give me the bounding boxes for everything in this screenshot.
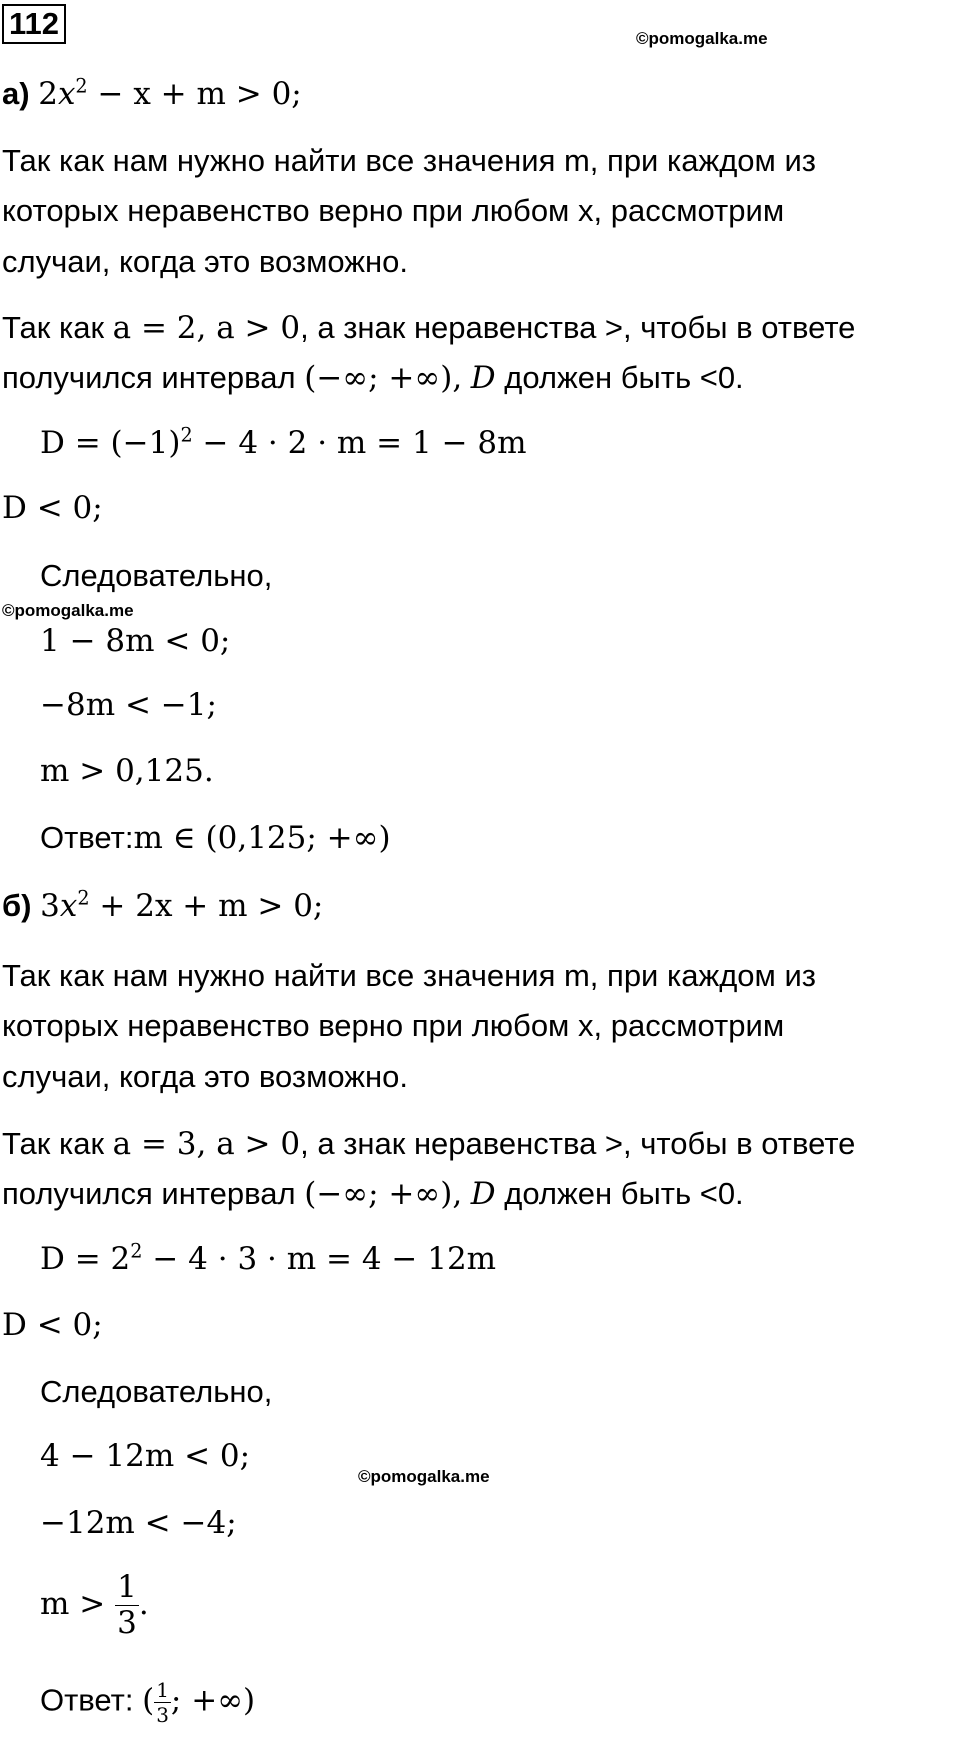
answer-fraction-one-third: $\frac{1}{3}$ [156, 1678, 169, 1727]
part-a-para1-line3: случаи, когда это возможно. [2, 244, 409, 279]
part-b-therefore: Следовательно, [40, 1374, 273, 1409]
part-a-step3: m > 0,125. [40, 753, 214, 789]
part-b-step2: −12m < −4; [40, 1505, 237, 1541]
part-a-step1: 1 − 8m < 0; [40, 623, 231, 659]
part-b-para1-line2: которых неравенство верно при любом x, рассмотрим [2, 1008, 785, 1043]
part-a-step2: −8m < −1; [40, 687, 217, 723]
problem-number-box: 112 [2, 4, 66, 44]
part-a-para2-line2: получился интервал (−∞; +∞), D должен быть <0. [2, 360, 744, 396]
part-a-d-lt-zero: D < 0; [2, 490, 103, 526]
part-a-answer: Ответ:m ∈ (0,125; +∞) [40, 820, 391, 856]
part-b-answer: Ответ: ( $\frac{1}{3}$ ; +∞) [40, 1678, 256, 1727]
part-b-equation: б) $3x^2 + 2x + m > 0$; [2, 886, 324, 924]
part-a-equation: а) $2x^2 - x + m > 0$; [2, 74, 302, 112]
part-b-step3: m > $\frac{1}{3}$ . [40, 1569, 149, 1641]
part-a-label: а) [2, 76, 30, 111]
part-b-step1: 4 − 12m < 0; [40, 1438, 251, 1474]
watermark-middle: ©pomogalka.me [2, 601, 134, 620]
part-b-para1-line3: случаи, когда это возможно. [2, 1059, 409, 1094]
part-a-discriminant: $D = (-1)^2 - 4 \cdot 2 \cdot m = 1 - 8m$ [40, 423, 527, 461]
part-b-para2-line2: получился интервал (−∞; +∞), D должен быть <0. [2, 1176, 744, 1212]
fraction-one-third: $\frac{1}{3}$ [117, 1569, 137, 1641]
part-a-para1-line2: которых неравенство верно при любом x, рассмотрим [2, 193, 785, 228]
part-b-label: б) [2, 888, 32, 923]
part-b-para1-line1: Так как нам нужно найти все значения m, при каждом из [2, 958, 816, 993]
part-a-para1-line1: Так как нам нужно найти все значения m, при каждом из [2, 143, 816, 178]
part-b-para2-line1: Так как a = 3, a > 0, а знак неравенства >, чтобы в ответе [2, 1126, 856, 1162]
part-b-d-lt-zero: D < 0; [2, 1307, 103, 1343]
watermark-bottom: ©pomogalka.me [358, 1467, 490, 1486]
part-b-discriminant: $D = 2^2 - 4 \cdot 3 \cdot m = 4 - 12m$ [40, 1239, 497, 1277]
watermark-top: ©pomogalka.me [636, 29, 768, 48]
part-a-therefore: Следовательно, [40, 558, 273, 593]
part-a-para2-line1: Так как a = 2, a > 0, а знак неравенства >, чтобы в ответе [2, 310, 856, 346]
